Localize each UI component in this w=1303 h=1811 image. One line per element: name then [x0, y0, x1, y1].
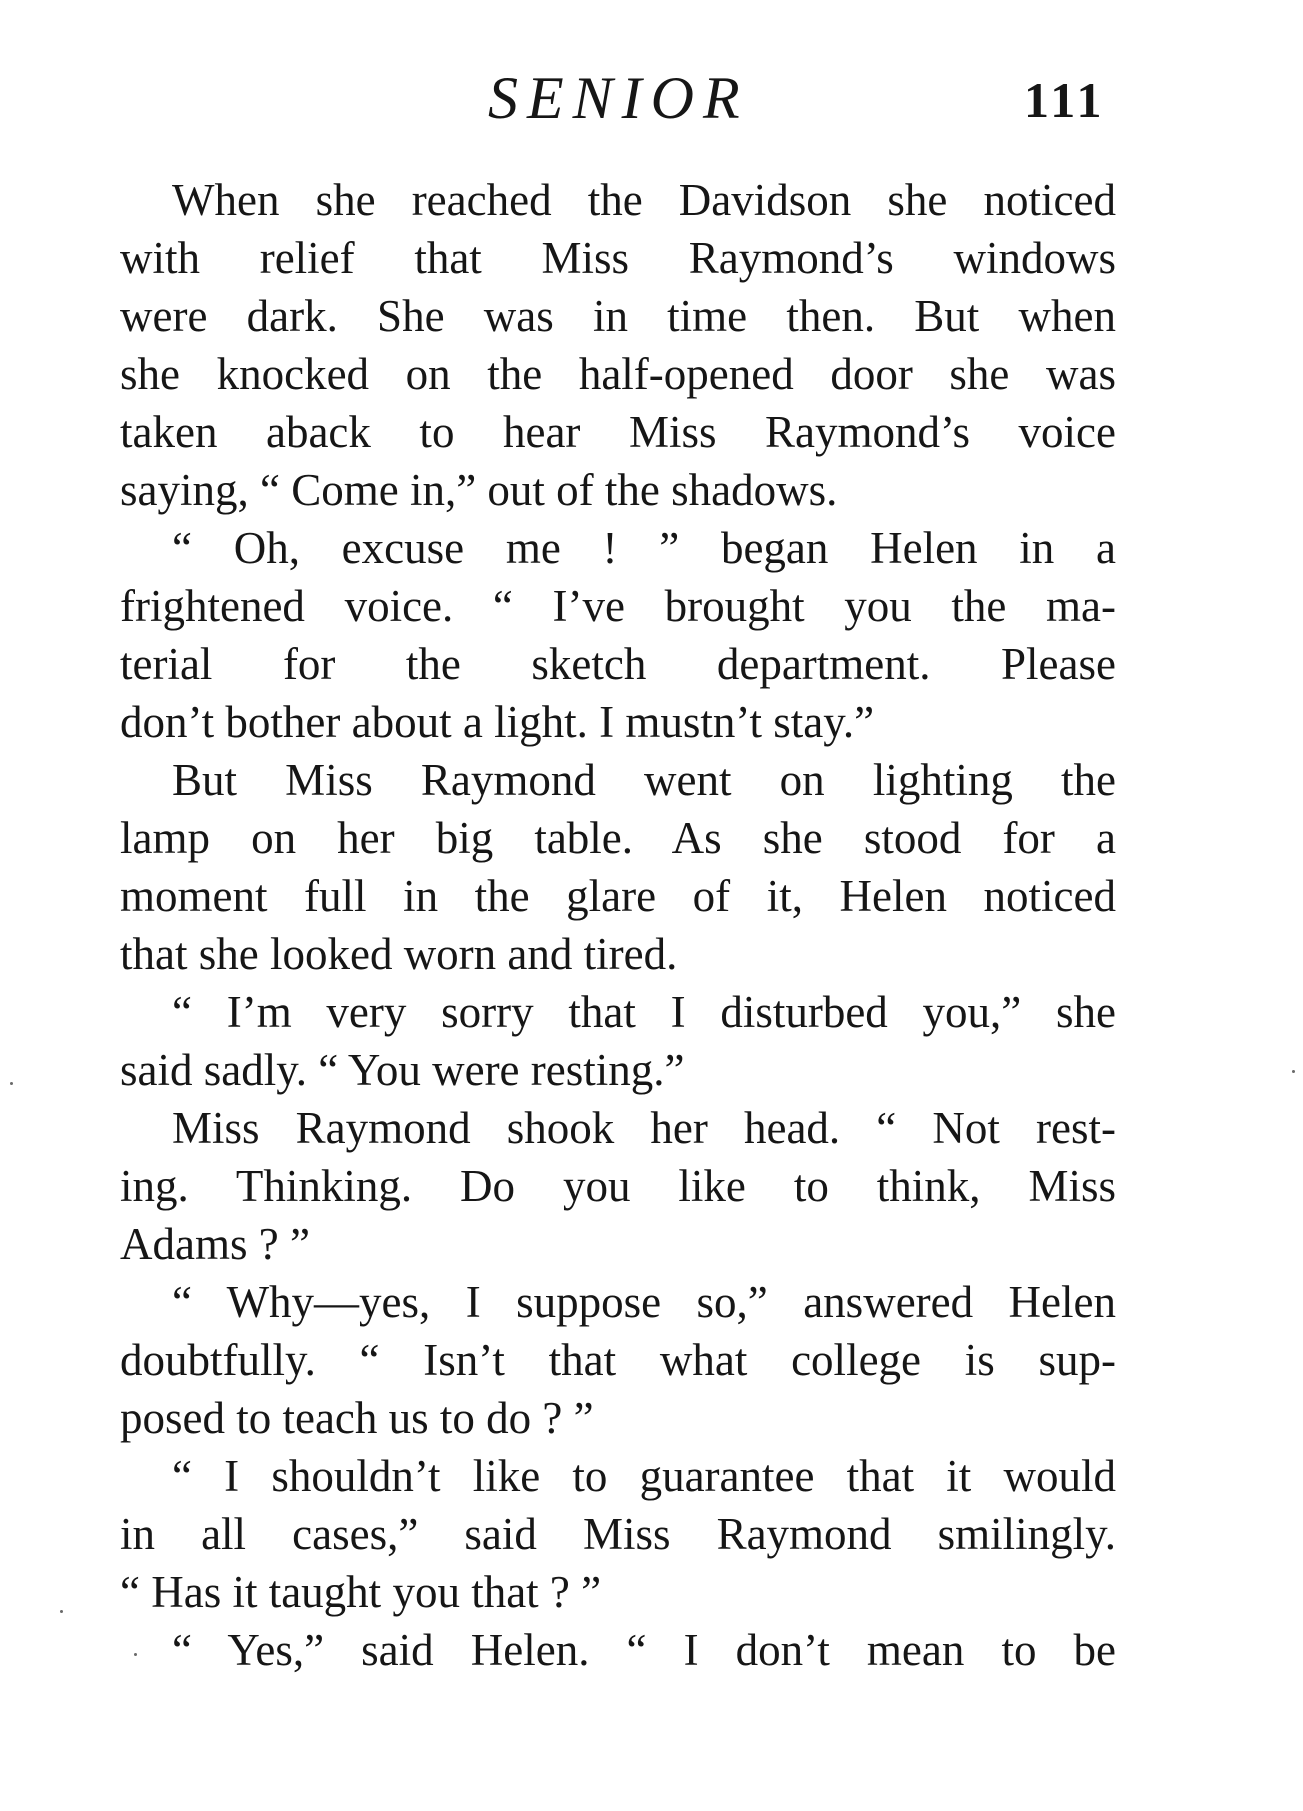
page-number: 111	[1024, 72, 1106, 128]
text-line: moment full in the glare of it, Helen noticed	[120, 871, 1116, 921]
text-line: said sadly. “ You were resting.”	[120, 1045, 685, 1095]
text-line: were dark. She was in time then. But when	[120, 291, 1116, 341]
print-speck	[1292, 1070, 1295, 1073]
print-speck	[10, 1082, 13, 1085]
running-head	[0, 58, 1303, 138]
body-text	[120, 171, 1116, 1679]
text-line: But Miss Raymond went on lighting the	[172, 755, 1116, 805]
text-line: frightened voice. “ I’ve brought you the ma-	[120, 581, 1116, 631]
text-line: doubtfully. “ Isn’t that what college is sup-	[120, 1335, 1116, 1385]
text-line: posed to teach us to do ? ”	[120, 1393, 594, 1443]
text-line: “ Has it taught you that ? ”	[120, 1567, 602, 1617]
text-line: ing. Thinking. Do you like to think, Miss	[120, 1161, 1116, 1211]
text-line: terial for the sketch department. Please	[120, 639, 1116, 689]
text-line: lamp on her big table. As she stood for a	[120, 813, 1116, 863]
text-line: don’t bother about a light. I mustn’t stay.”	[120, 697, 875, 747]
text-line: taken aback to hear Miss Raymond’s voice	[120, 407, 1116, 457]
text-line: she knocked on the half-opened door she was	[120, 349, 1116, 399]
text-line: saying, “ Come in,” out of the shadows.	[120, 465, 838, 515]
text-line: with relief that Miss Raymond’s windows	[120, 233, 1116, 283]
text-line: Miss Raymond shook her head. “ Not rest-	[172, 1103, 1116, 1153]
print-speck	[134, 1653, 137, 1656]
text-line: “ I’m very sorry that I disturbed you,” she	[172, 987, 1116, 1037]
text-line: Adams ? ”	[120, 1219, 310, 1269]
print-speck	[60, 1610, 63, 1613]
text-line: “ Yes,” said Helen. “ I don’t mean to be	[172, 1625, 1116, 1675]
text-line: When she reached the Davidson she noticed	[172, 175, 1116, 225]
text-line: “ Why—yes, I suppose so,” answered Helen	[172, 1277, 1116, 1327]
text-line: in all cases,” said Miss Raymond smilingly.	[120, 1509, 1116, 1559]
text-line: “ Oh, excuse me ! ” began Helen in a	[172, 523, 1116, 573]
text-line: “ I shouldn’t like to guarantee that it would	[172, 1451, 1116, 1501]
running-title: SENIOR	[488, 65, 749, 131]
text-line: that she looked worn and tired.	[120, 929, 678, 979]
